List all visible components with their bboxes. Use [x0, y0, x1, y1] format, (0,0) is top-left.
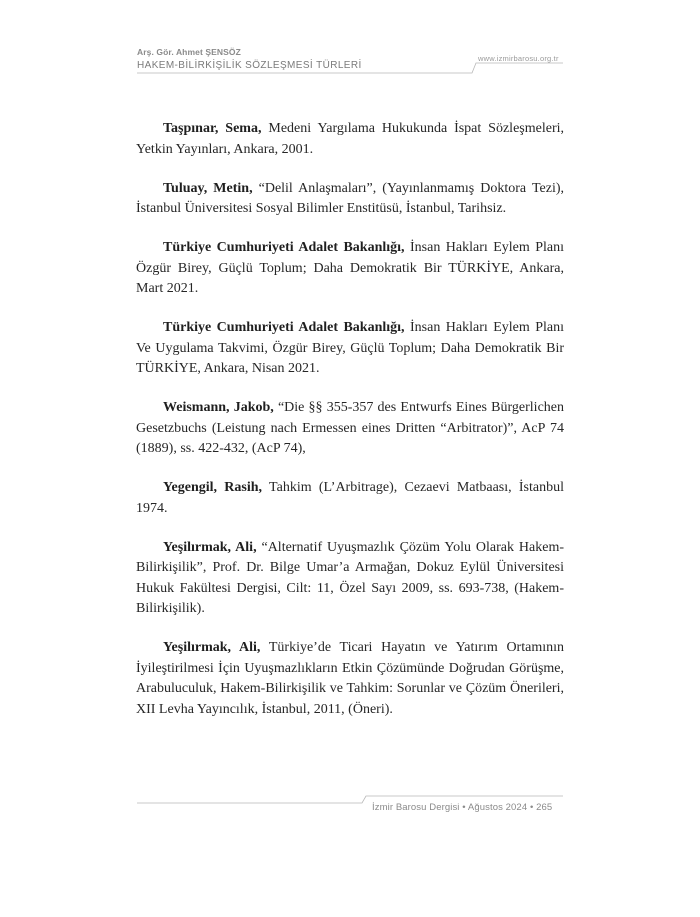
reference-entry — [136, 179, 564, 220]
reference-text: Medeni Yargılama Hukukunda İspat Sözleşmeleri, Yetkin Yayınları, Ankara, 2001. — [136, 121, 564, 157]
reference-entry — [136, 478, 564, 519]
reference-entry — [136, 238, 564, 300]
reference-text: Tahkim (L’Arbitrage), Cezaevi Matbaası, İstanbul 1974. — [136, 480, 564, 516]
reference-author: Yegengil, Rasih, — [163, 480, 263, 495]
reference-author: Türkiye Cumhuriyeti Adalet Bakanlığı, — [163, 320, 405, 335]
reference-author: Weismann, Jakob, — [163, 400, 274, 415]
reference-text: Türkiye’de Ticari Hayatın ve Yatırım Ortamının İyileştirilmesi İçin Uyuşmazlıkların Etkin Çözümünde Doğrudan Görüşme, Arabuluculuk, Hakem-Bilirkişilik ve Tahkim: Sorunlar ve Çözüm Önerileri, XII Levha Yayıncılık, İstanbul, 2011, (Öneri). — [136, 640, 564, 717]
reference-entry — [136, 398, 564, 460]
reference-text: İnsan Hakları Eylem Planı Ve Uygulama Takvimi, Özgür Birey, Güçlü Toplum; Daha Demokratik Bir TÜRKİYE, Ankara, Nisan 2021. — [136, 320, 564, 376]
reference-text: “Die §§ 355-357 des Entwurfs Eines Bürgerlichen Gesetzbuchs (Leistung nach Ermessen eines Dritten “Arbitrator)”, AcP 74 (1889), ss. 422-432, (AcP 74), — [136, 400, 564, 456]
reference-text: “Delil Anlaşmaları”, (Yayınlanmamış Doktora Tezi), İstanbul Üniversitesi Sosyal Bilimler Enstitüsü, İstanbul, Tarihsiz. — [136, 180, 564, 216]
reference-entry — [136, 538, 564, 620]
references-list — [136, 119, 564, 739]
header-author: Arş. Gör. Ahmet ŞENSÖZ — [137, 47, 241, 57]
reference-author: Türkiye Cumhuriyeti Adalet Bakanlığı, — [163, 240, 405, 255]
header-running-title: HAKEM-BİLİRKİŞİLİK SÖZLEŞMESİ TÜRLERİ — [137, 60, 362, 71]
reference-text: “Alternatif Uyuşmazlık Çözüm Yolu Olarak Hakem-Bilirkişilik”, Prof. Dr. Bilge Umar’a Armağan, Dokuz Eylül Üniversitesi Hukuk Fakültesi Dergisi, Cilt: 11, Özel Sayı 2009, ss. 693-738, (Hakem-Bilirkişilik). — [136, 539, 564, 616]
reference-entry — [136, 638, 564, 720]
header-url: www.izmirbarosu.org.tr — [478, 54, 559, 63]
footer-journal-info: İzmir Barosu Dergisi • Ağustos 2024 • 265 — [372, 802, 553, 813]
reference-author: Taşpınar, Sema, — [163, 121, 262, 136]
reference-entry — [136, 318, 564, 380]
reference-entry — [136, 119, 564, 160]
reference-author: Yeşilırmak, Ali, — [163, 539, 257, 555]
reference-text: İnsan Hakları Eylem Planı Özgür Birey, Güçlü Toplum; Daha Demokratik Bir TÜRKİYE, Ankara, Mart 2021. — [136, 240, 564, 296]
reference-author: Tuluay, Metin, — [163, 180, 253, 196]
reference-author: Yeşilırmak, Ali, — [163, 640, 261, 655]
